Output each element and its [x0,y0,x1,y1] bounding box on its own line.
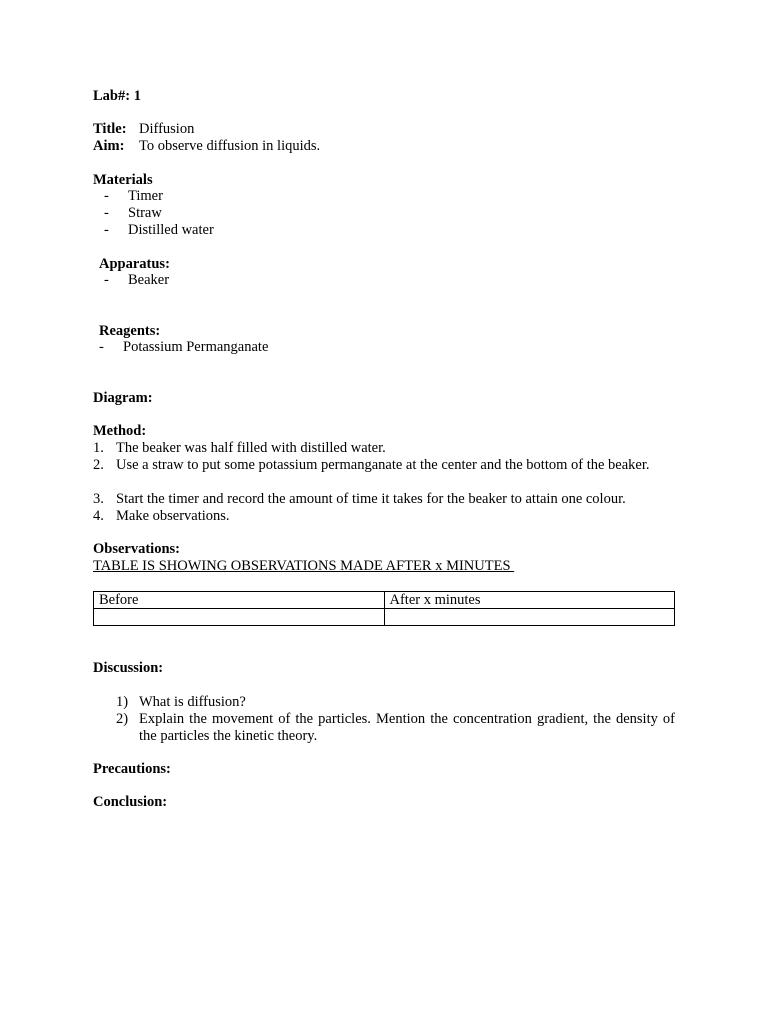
materials-item-text: Distilled water [128,222,214,238]
observations-table-caption: TABLE IS SHOWING OBSERVATIONS MADE AFTER x MINUTES [93,558,515,574]
method-step-number: 3. [93,491,104,507]
method-heading: Method: [93,423,147,439]
reagents-item-text: Potassium Permanganate [123,339,269,355]
discussion-question [116,694,675,711]
precautions-heading: Precautions: [93,761,171,777]
title-value: Diffusion [139,121,195,137]
method-step-text: The beaker was half filled with distilled water. [116,440,386,456]
discussion-question-number: 1) [116,694,129,710]
dash-marker: - [104,188,109,204]
materials-item-text: Timer [128,188,163,204]
diagram-heading: Diagram: [93,390,153,406]
method-step-text: Use a straw to put some potassium permanganate at the center and the bottom of the beaker. [116,457,650,473]
lab-number: 1 [133,88,141,104]
method-step-text: Make observations. [116,508,230,524]
lab-number-line [93,88,141,105]
method-step-number: 4. [93,508,104,524]
discussion-question-number: 2) [116,711,129,727]
table-header-row [94,592,675,609]
discussion-heading: Discussion: [93,660,164,676]
table-row [94,609,675,626]
lab-label: Lab#: [93,88,131,104]
aim-line [93,138,321,155]
table-cell [94,609,385,626]
aim-label: Aim: [93,138,125,154]
apparatus-item-text: Beaker [128,272,170,288]
method-step [93,457,675,474]
observations-table [93,591,675,626]
discussion-question-text: Explain the movement of the particles. Mention the concentration gradient, the density of the particles the kinetic theory. [139,711,675,744]
method-step-number: 1. [93,440,104,456]
dash-marker: - [104,222,109,238]
table-header-cell: Before [94,592,385,609]
method-step [93,491,675,508]
table-header-cell: After x minutes [384,592,675,609]
materials-heading: Materials [93,172,153,188]
discussion-question-text: What is diffusion? [139,694,246,710]
table-cell [384,609,675,626]
conclusion-heading: Conclusion: [93,794,168,810]
observations-heading: Observations: [93,541,180,557]
dash-marker: - [104,205,109,221]
aim-value: To observe diffusion in liquids. [139,138,321,154]
materials-item-text: Straw [128,205,162,221]
title-label: Title: [93,121,127,137]
method-step [93,440,675,457]
discussion-question [116,711,675,745]
dash-marker: - [99,339,104,355]
apparatus-heading: Apparatus: [99,256,170,272]
reagents-heading: Reagents: [99,323,161,339]
method-step-text: Start the timer and record the amount of time it takes for the beaker to attain one colour. [116,491,626,507]
title-line [93,121,195,138]
method-step [93,508,675,525]
dash-marker: - [104,272,109,288]
method-step-number: 2. [93,457,104,473]
